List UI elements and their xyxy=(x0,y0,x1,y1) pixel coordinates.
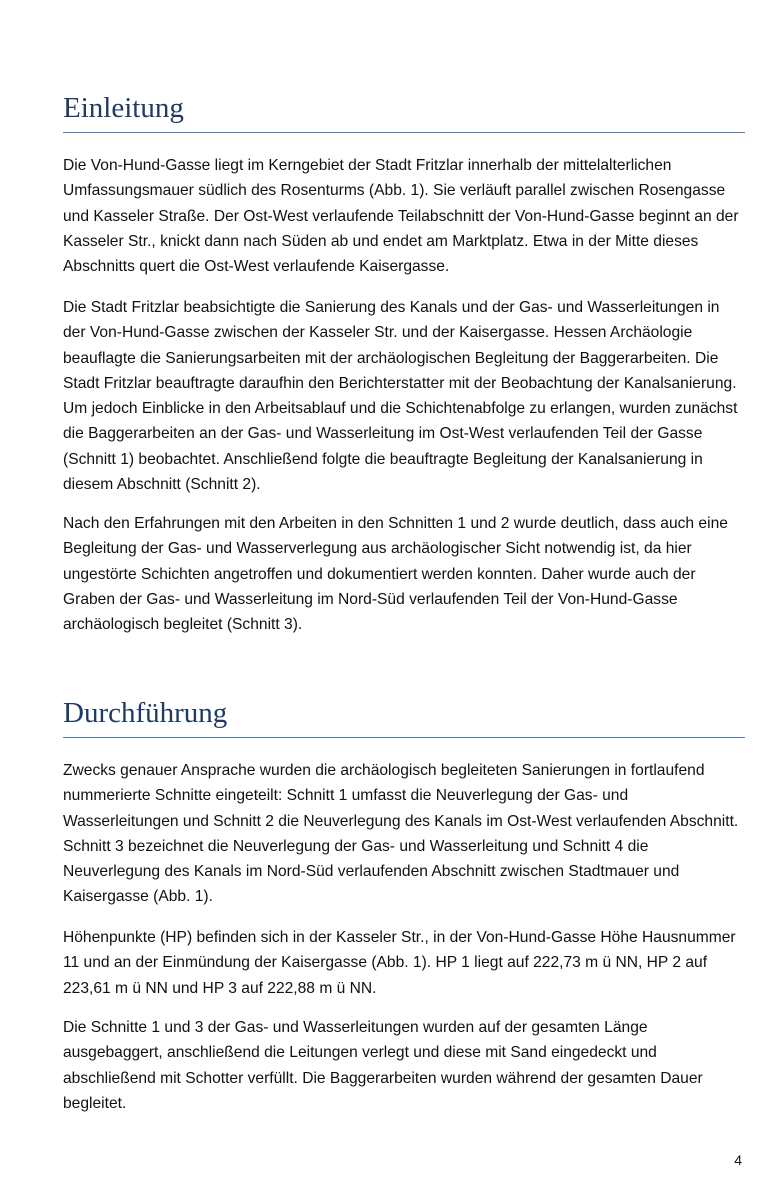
page-number: 4 xyxy=(734,1152,742,1168)
paragraph: Höhenpunkte (HP) befinden sich in der Kasseler Str., in der Von-Hund-Gasse Höhe Hausnummer 11 und an der Einmündung der Kaisergasse (Abb. 1). HP 1 liegt auf 222,73 m ü NN, HP 2 auf 223,61 m ü NN und HP 3 auf 222,88 m ü NN. xyxy=(63,929,736,997)
paragraph: Die Stadt Fritzlar beabsichtigte die Sanierung des Kanals und der Gas- und Wasserleitungen in der Von-Hund-Gasse zwischen der Kasseler Str. und der Kaisergasse. Hessen Archäologie beauflagte die Sanierungsarbeiten mit der archäologischen Begleitung der Baggerarbeiten. Die Stadt Fritzlar beauftragte daraufhin den Berichterstatter mit der Beobachtung der Kanalsanierung. Um jedoch Einblicke in den Arbeitsablauf und die Schichtenabfolge zu erlangen, wurden zunächst die Baggerarbeiten an der Gas- und Wasserleitung im Ost-West verlaufenden Teil der Gasse (Schnitt 1) beobachtet. Anschließend folgte die beauftragte Begleitung der Kanalsanierung in diesem Abschnitt (Schnitt 2). xyxy=(63,299,738,494)
section-durchfuehrung xyxy=(63,695,745,1112)
paragraph: Die Von-Hund-Gasse liegt im Kerngebiet der Stadt Fritzlar innerhalb der mittelalterlichen Umfassungsmauer südlich des Rosenturms (Abb. 1). Sie verläuft parallel zwischen Rosengasse und Kasseler Straße. Der Ost-West verlaufende Teilabschnitt der Von-Hund-Gasse beginnt an der Kasseler Str., knickt dann nach Süden ab und endet am Marktplatz. Etwa in der Mitte dieses Abschnitts quert die Ost-West verlaufende Kaisergasse. xyxy=(63,157,739,276)
paragraph: Zwecks genauer Ansprache wurden die archäologisch begleiteten Sanierungen in fortlaufend nummerierte Schnitte eingeteilt: Schnitt 1 umfasst die Neuverlegung der Gas- und Wasserleitungen und Schnitt 2 die Neuverlegung des Kanals im Ost-West verlaufenden Abschnitt. Schnitt 3 bezeichnet die Neuverlegung der Gas- und Wasserleitung und Schnitt 4 die Neuverlegung des Kanals im Nord-Süd verlaufenden Abschnitt zwischen Stadtmauer und Kaisergasse (Abb. 1). xyxy=(63,762,739,906)
section-heading: Durchführung xyxy=(63,697,228,729)
heading-rule xyxy=(63,132,745,133)
section-heading: Einleitung xyxy=(63,92,184,124)
paragraph: Die Schnitte 1 und 3 der Gas- und Wasserleitungen wurden auf der gesamten Länge ausgebaggert, anschließend die Leitungen verlegt und diese mit Sand eingedeckt und abschließend mit Schotter verfüllt. Die Baggerarbeiten wurden während der gesamten Dauer begleitet. xyxy=(63,1019,703,1112)
paragraph: Nach den Erfahrungen mit den Arbeiten in den Schnitten 1 und 2 wurde deutlich, dass auch eine Begleitung der Gas- und Wasserverlegung aus archäologischer Sicht notwendig ist, da hier ungestörte Schichten angetroffen und dokumentiert werden konnten. Daher wurde auch der Graben der Gas- und Wasserleitung im Nord-Süd verlaufenden Teil der Von-Hund-Gasse archäologisch begleitet (Schnitt 3). xyxy=(63,515,728,634)
heading-rule xyxy=(63,737,745,738)
section-einleitung xyxy=(63,90,745,634)
